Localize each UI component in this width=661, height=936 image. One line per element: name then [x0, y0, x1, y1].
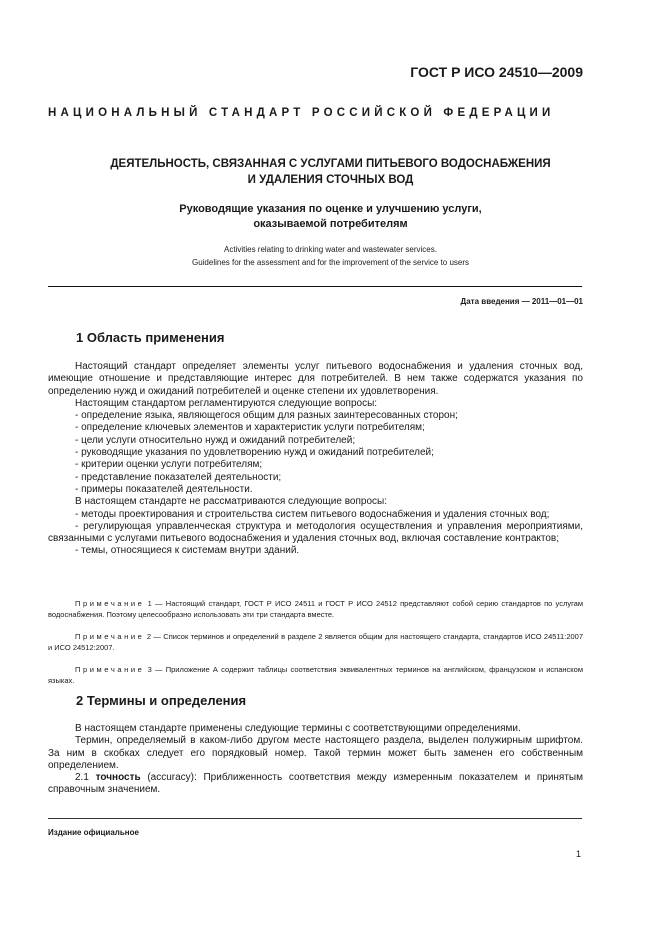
section-1-paragraph-1: Настоящий стандарт определяет элементы услуг питьевого водоснабжения и удаления сточных вод, имеющие отношение и представляющие интерес для потребителей. В нем также содержатся указания по определению нужд и ожиданий потребителей и оценке степени их удовлетворения.: [48, 361, 583, 397]
list-item: - определение ключевых элементов и характеристик услуги потребителям;: [75, 422, 425, 434]
term-text: (accuracy): Приближенность соответствия между измеренным показателем и принятым справочным значением.: [48, 772, 583, 796]
document-subtitle: [48, 202, 613, 232]
list-item: - темы, относящиеся к системам внутри зданий.: [75, 545, 300, 557]
note-label: Примечание: [75, 632, 145, 641]
note-text: 3 — Приложение А содержит таблицы соответствия эквивалентных терминов на английском, французском и испанском языках.: [48, 665, 583, 686]
term-definition: [48, 772, 583, 797]
term-name: точность: [95, 772, 141, 784]
note-text: 1 — Настоящий стандарт, ГОСТ Р ИСО 24511 и ГОСТ Р ИСО 24512 представляют собой серию стандартов по услугам водоснабжения. Поэтому целесообразно использовать эти три стандарта вместе.: [48, 599, 583, 620]
list-item: - критерии оценки услуги потребителям;: [75, 459, 263, 471]
section-2-paragraph-1: В настоящем стандарте применены следующие термины с соответствующими определениями.: [75, 723, 521, 734]
section-1-body: [48, 361, 583, 558]
english-title: [48, 243, 613, 269]
official-edition-label: Издание официальное: [48, 828, 139, 837]
english-line-2: Guidelines for the assessment and for the improvement of the service to users: [191, 258, 470, 267]
document-title: [48, 156, 613, 188]
list-item: - определение языка, являющегося общим для разных заинтересованных сторон;: [75, 410, 458, 422]
note-label: Примечание: [75, 599, 145, 608]
section-1-heading: 1 Область применения: [76, 330, 225, 345]
subtitle-line-1: Руководящие указания по оценке и улучшению услуги,: [179, 203, 482, 215]
title-line-2: И УДАЛЕНИЯ СТОЧНЫХ ВОД: [247, 174, 414, 186]
list-item: - регулирующая управленческая структура и методология осуществления и управления мероприятиями, связанными с услугами питьевого водоснабжения и удаления сточных вод, включая составление контрактов;: [48, 520, 583, 545]
list-item: - примеры показателей деятельности.: [75, 483, 253, 495]
title-line-1: ДЕЯТЕЛЬНОСТЬ, СВЯЗАННАЯ С УСЛУГАМИ ПИТЬЕВОГО ВОДОСНАБЖЕНИЯ: [110, 158, 551, 170]
note-label: Примечание: [75, 665, 145, 674]
footer-divider: [48, 818, 582, 819]
note-1: [48, 598, 583, 620]
section-2-paragraph-2: Термин, определяемый в каком-либо другом месте настоящего раздела, выделен полужирным шрифтом. За ним в скобках следует его порядковый номер. Такой термин может быть заменен его собственным определением.: [48, 735, 583, 771]
list-item: - цели услуги относительно нужд и ожиданий потребителей;: [75, 434, 356, 446]
subtitle-line-2: оказываемой потребителям: [253, 218, 408, 230]
term-number: 2.1: [75, 772, 89, 784]
section-2-heading: 2 Термины и определения: [76, 693, 247, 708]
list-item: - руководящие указания по удовлетворению нужд и ожиданий потребителей;: [75, 447, 434, 459]
note-2: [48, 631, 583, 653]
note-3: [48, 664, 583, 686]
list-item: - представление показателей деятельности;: [75, 471, 282, 483]
page-number: 1: [575, 849, 581, 859]
national-standard-heading: НАЦИОНАЛЬНЫЙ СТАНДАРТ РОССИЙСКОЙ ФЕДЕРАЦИИ: [48, 107, 555, 119]
header-divider: [48, 286, 582, 287]
section-2-body: [48, 723, 583, 797]
introduction-date: Дата введения — 2011—01—01: [460, 297, 583, 306]
note-text: 2 — Список терминов и определений в разделе 2 является общим для настоящего стандарта, стандартов ИСО 24511:2007 и ИСО 24512:2007.: [48, 632, 583, 653]
list-item: - методы проектирования и строительства систем питьевого водоснабжения и удаления сточных вод;: [75, 508, 550, 520]
section-1-paragraph-3: В настоящем стандарте не рассматриваются следующие вопросы:: [75, 496, 387, 508]
section-1-paragraph-2: Настоящим стандартом регламентируются следующие вопросы:: [75, 397, 378, 409]
english-line-1: Activities relating to drinking water and wastewater services.: [224, 245, 437, 254]
standard-number: ГОСТ Р ИСО 24510—2009: [410, 64, 583, 80]
